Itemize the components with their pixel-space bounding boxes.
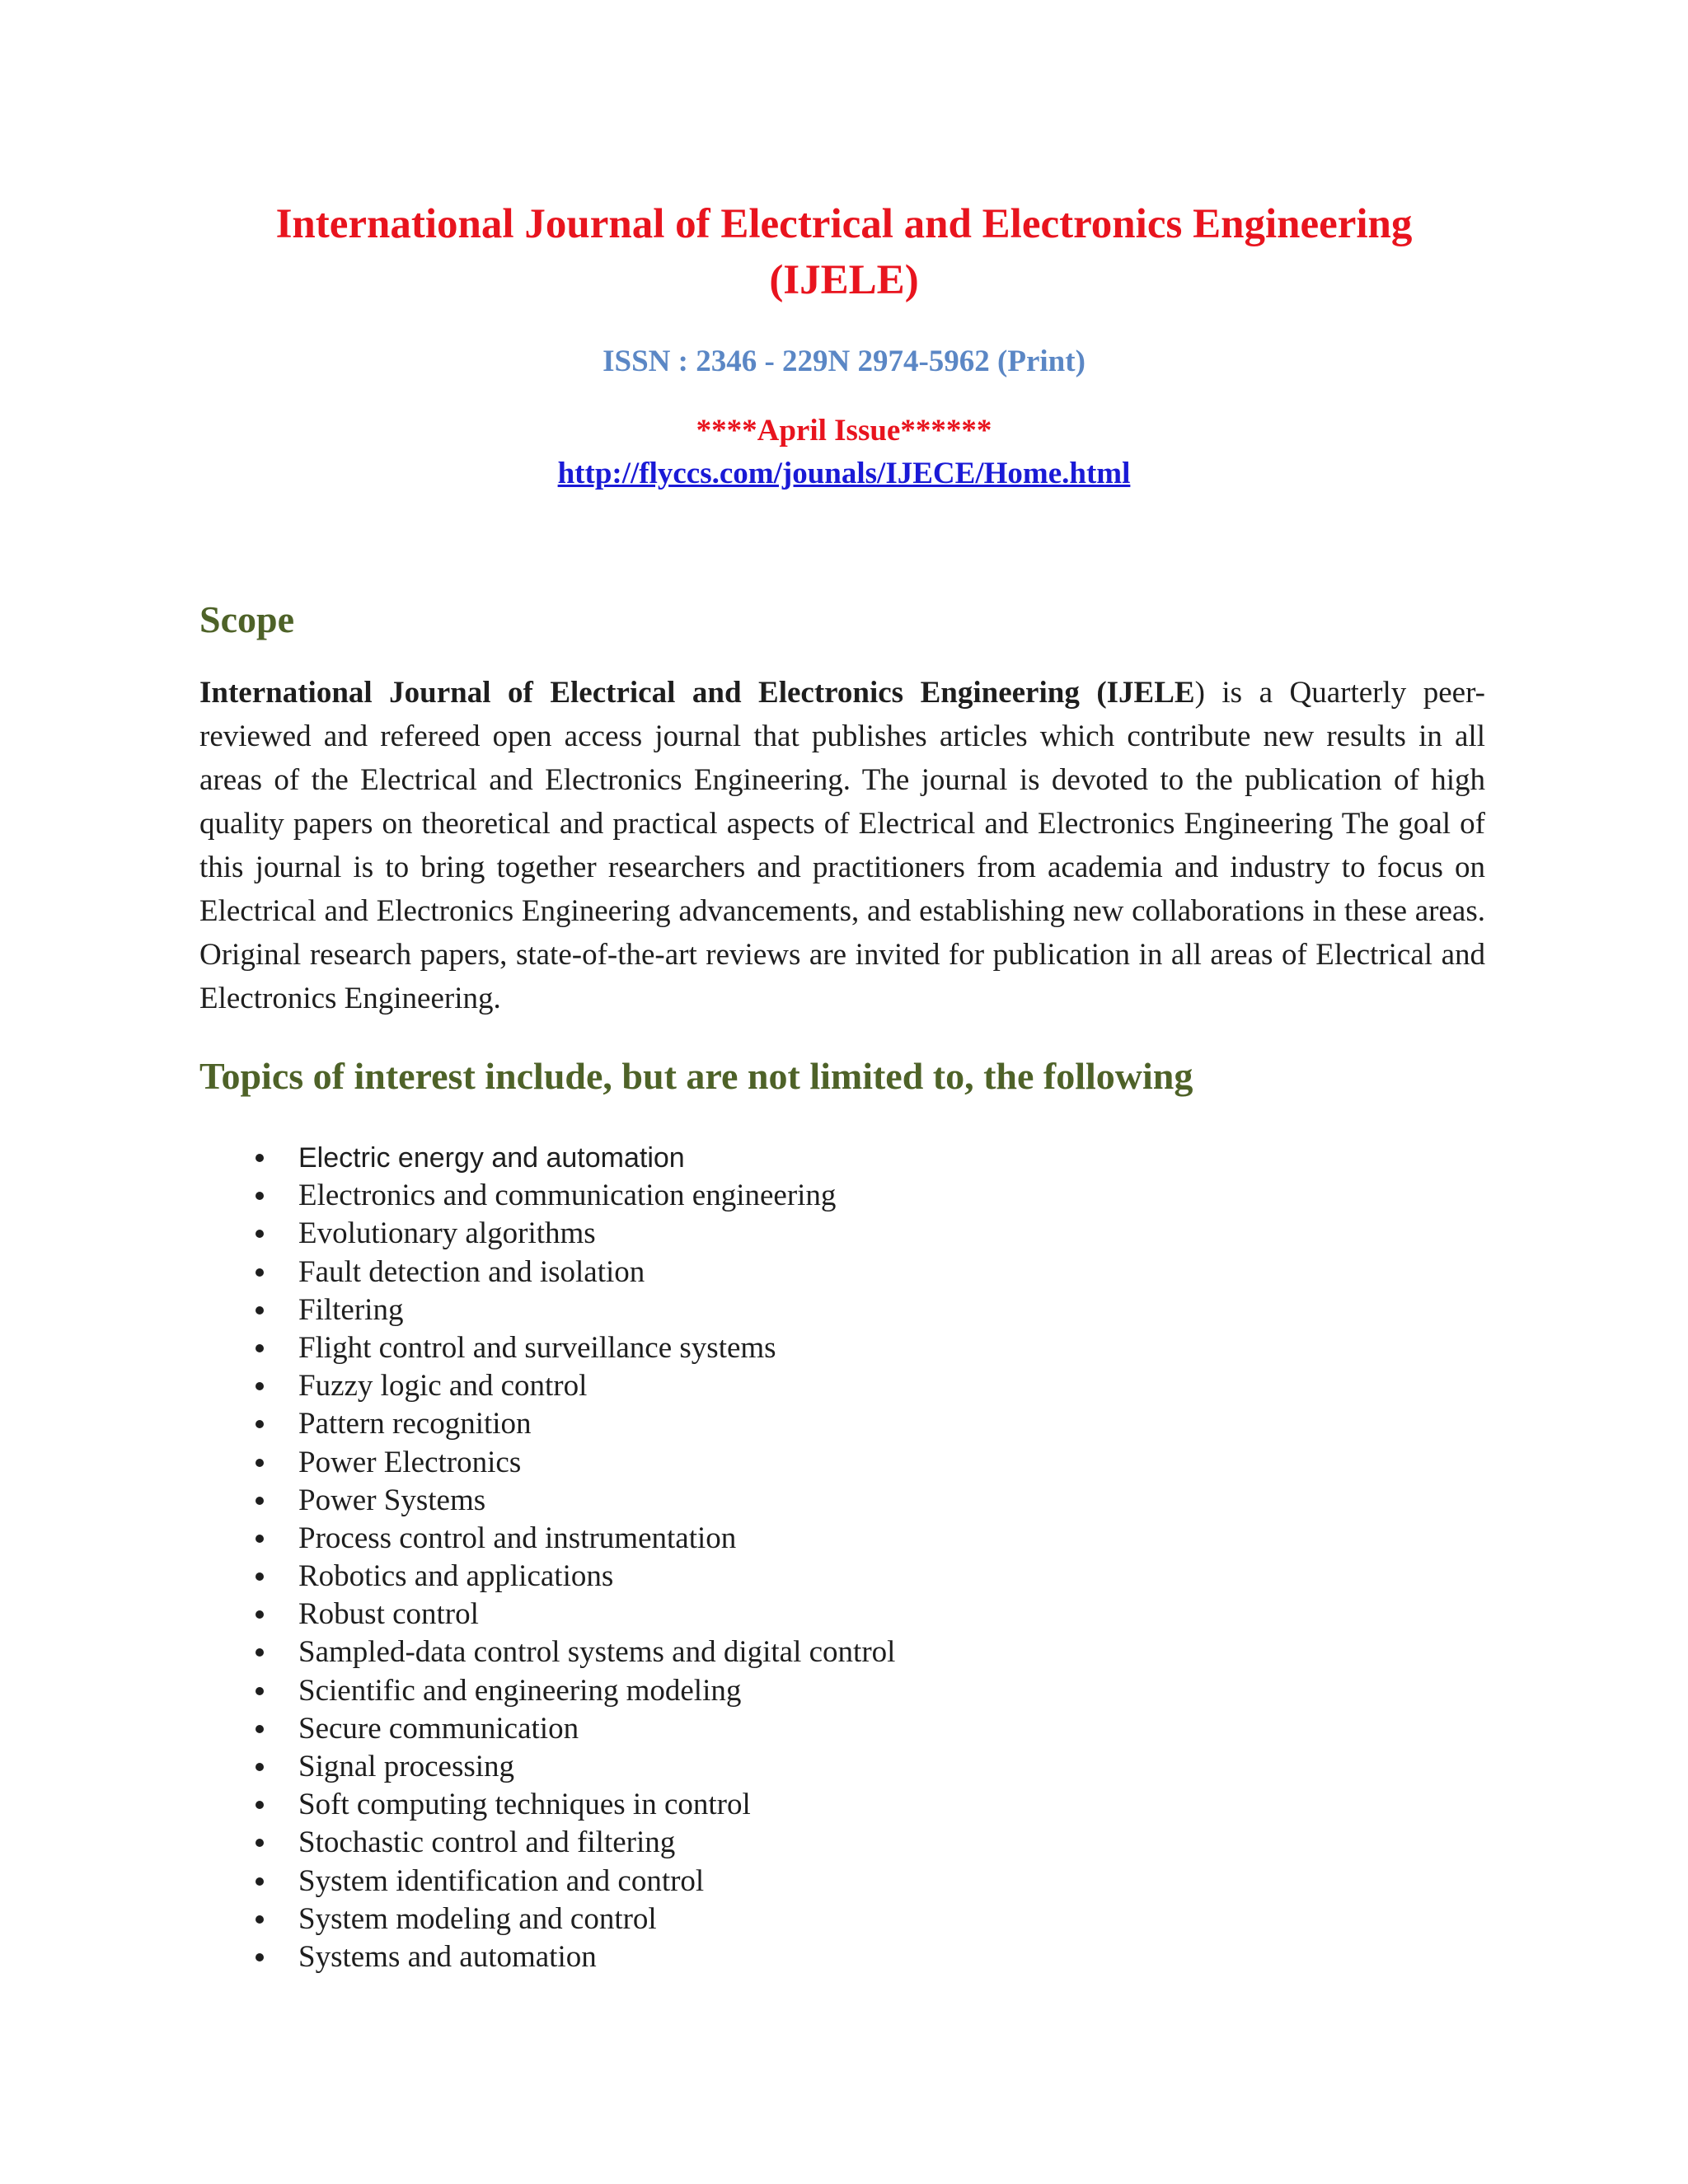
topic-item: Flight control and surveillance systems <box>199 1329 895 1367</box>
bullet-icon <box>256 1687 264 1695</box>
topic-item: Systems and automation <box>199 1938 895 1976</box>
bullet-icon <box>256 1154 264 1162</box>
journal-title: International Journal of Electrical and Electronics Engineering (IJELE) <box>275 201 1413 303</box>
bullet-icon <box>256 1382 264 1390</box>
bullet-icon <box>256 1877 264 1886</box>
topic-item: Scientific and engineering modeling <box>199 1672 895 1710</box>
scope-heading: Scope <box>199 598 294 640</box>
scope-lead-journal-name: International Journal of Electrical and Electronics Engineering (IJELE <box>199 676 1195 710</box>
topics-heading: Topics of interest include, but are not limited to, the following <box>199 1055 1193 1097</box>
bullet-icon <box>256 1725 264 1733</box>
topic-item: Pattern recognition <box>199 1405 895 1443</box>
topic-item: Robotics and applications <box>199 1558 895 1596</box>
topic-item: Electronics and communication engineering <box>199 1177 895 1215</box>
journal-url-link[interactable]: http://flyccs.com/jounals/IJECE/Home.html <box>557 457 1131 490</box>
bullet-icon <box>256 1572 264 1581</box>
topic-item: Stochastic control and filtering <box>199 1824 895 1862</box>
bullet-icon <box>256 1497 264 1505</box>
topic-item: Process control and instrumentation <box>199 1520 895 1558</box>
bullet-icon <box>256 1268 264 1277</box>
issue-line: ****April Issue****** <box>696 414 992 448</box>
topic-item: Fault detection and isolation <box>199 1254 895 1291</box>
topic-item: Secure communication <box>199 1710 895 1748</box>
topic-item: Sampled-data control systems and digital control <box>199 1633 895 1671</box>
bullet-icon <box>256 1306 264 1315</box>
topic-item: Robust control <box>199 1596 895 1633</box>
bullet-icon <box>256 1648 264 1657</box>
bullet-icon <box>256 1839 264 1847</box>
bullet-icon <box>256 1420 264 1428</box>
issn-line: ISSN : 2346 - 229N 2974-5962 (Print) <box>603 344 1085 378</box>
bullet-icon <box>256 1230 264 1238</box>
topic-item: Soft computing techniques in control <box>199 1786 895 1824</box>
journal-url-line <box>0 452 1688 496</box>
bullet-icon <box>256 1344 264 1352</box>
bullet-icon <box>256 1763 264 1771</box>
topic-item: Signal processing <box>199 1748 895 1786</box>
bullet-icon <box>256 1610 264 1619</box>
bullet-icon <box>256 1192 264 1200</box>
bullet-icon <box>256 1953 264 1961</box>
topic-item: System modeling and control <box>199 1900 895 1938</box>
scope-body-text: ) is a Quarterly peer-reviewed and refereed open access journal that publishes articles which contribute new results in all areas of the Electrical and Electronics Engineering. The journal is devoted to the publication of high quality papers on theoretical and practical aspects of Electrical and Electronics Engineering The goal of this journal is to bring together researchers and practitioners from academia and industry to focus on Electrical and Electronics Engineering advancements, and establishing new collaborations in these areas. Original research papers, state-of-the-art reviews are invited for publication in all areas of Electrical and Electronics Engineering. <box>199 676 1486 1015</box>
topic-item: Evolutionary algorithms <box>199 1215 895 1253</box>
topic-item: Fuzzy logic and control <box>199 1367 895 1405</box>
bullet-icon <box>256 1915 264 1924</box>
topic-item: Filtering <box>199 1291 895 1329</box>
topic-item: System identification and control <box>199 1863 895 1900</box>
topic-item: Electric energy and automation <box>199 1139 895 1177</box>
bullet-icon <box>256 1801 264 1809</box>
scope-paragraph <box>199 671 1485 1020</box>
topics-list <box>199 1139 895 1976</box>
bullet-icon <box>256 1459 264 1467</box>
topic-item: Power Electronics <box>199 1444 895 1482</box>
bullet-icon <box>256 1535 264 1543</box>
topic-item: Power Systems <box>199 1482 895 1520</box>
